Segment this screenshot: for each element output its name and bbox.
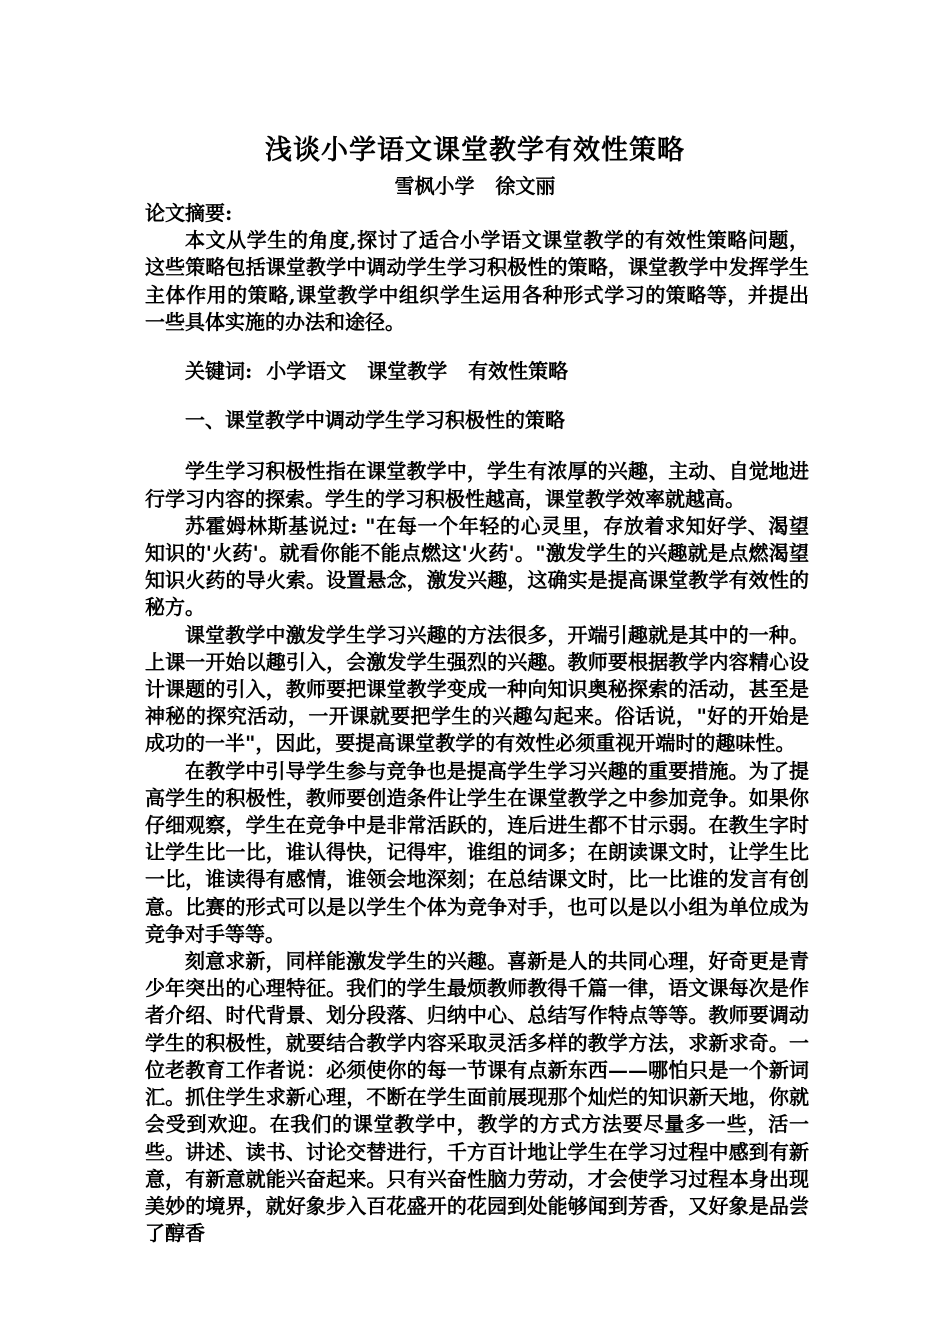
paper-title: 浅谈小学语文课堂教学有效性策略 (265, 135, 685, 166)
body-paragraph: 学生学习积极性指在课堂教学中，学生有浓厚的兴趣，主动、自觉地进行学习内容的探索。学生的学习积极性越高，课堂教学效率就越高。 (145, 459, 809, 511)
section-heading: 一、课堂教学中调动学生学习积极性的策略 (185, 408, 565, 433)
body-paragraph: 刻意求新，同样能激发学生的兴趣。喜新是人的共同心理，好奇更是青少年突出的心理特征。我们的学生最烦教师教得千篇一律，语文课每次是作者介绍、时代背景、划分段落、归纳中心、总结写作特点等等。教师要调动学生的积极性，就要结合教学内容采取灵活多样的教学方法，求新求奇。一位老教育工作者说：必须使你的每一节课有点新东西——哪怕只是一个新词汇。抓住学生求新心理，不断在学生面前展现那个灿烂的知识新天地，你就会受到欢迎。在我们的课堂教学中，教学的方式方法要尽量多一些，活一些。讲述、读书、讨论交替进行，千方百计地让学生在学习过程中感到有新意，有新意就能兴奋起来。只有兴奋性脑力劳动，才会使学习过程本身出现美妙的境界，就好象步入百花盛开的花园到处能够闻到芳香，又好象是品尝了醇香 (145, 949, 809, 1246)
abstract-text: 本文从学生的角度,探讨了适合小学语文课堂教学的有效性策略问题，这些策略包括课堂教学中调动学生学习积极性的策略，课堂教学中发挥学生主体作用的策略,课堂教学中组织学生运用各种形式学习的策略等，并提出一些具体实施的办法和途径。 (145, 228, 809, 334)
body-paragraph: 课堂教学中激发学生学习兴趣的方法很多，开端引趣就是其中的一种。上课一开始以趣引入，会激发学生强烈的兴趣。教师要根据教学内容精心设计课题的引入，教师要把课堂教学变成一种向知识奥秘探索的活动，甚至是神秘的探究活动，一开课就要把学生的兴趣勾起来。俗话说，"好的开始是成功的一半"，因此，要提高课堂教学的有效性必须重视开端时的趣味性。 (145, 622, 809, 756)
body-paragraph: 苏霍姆林斯基说过: "在每一个年轻的心灵里，存放着求知好学、渴望知识的'火药'。就看你能不能点燃这'火药'。"激发学生的兴趣就是点燃渴望知识火药的导火索。设置悬念，激发兴趣，这确实是提高课堂教学有效性的秘方。 (145, 513, 809, 620)
paper-body (145, 200, 809, 1247)
body-paragraph: 在教学中引导学生参与竞争也是提高学生学习兴趣的重要措施。为了提高学生的积极性，教师要创造条件让学生在课堂教学之中参加竞争。如果你仔细观察，学生在竞争中是非常活跃的，连后进生都不甘示弱。在教生字时让学生比一比，谁认得快，记得牢，谁组的词多；在朗读课文时，让学生比一比，谁读得有感情，谁领会地深刻；在总结课文时，比一比谁的发言有创意。比赛的形式可以是以学生个体为竞争对手，也可以是以小组为单位成为竞争对手等等。 (145, 758, 809, 946)
author-line: 雪枫小学 徐文丽 (394, 174, 556, 198)
abstract-label: 论文摘要: (145, 201, 233, 225)
keywords-line: 关键词: 小学语文 课堂教学 有效性策略 (185, 359, 569, 384)
